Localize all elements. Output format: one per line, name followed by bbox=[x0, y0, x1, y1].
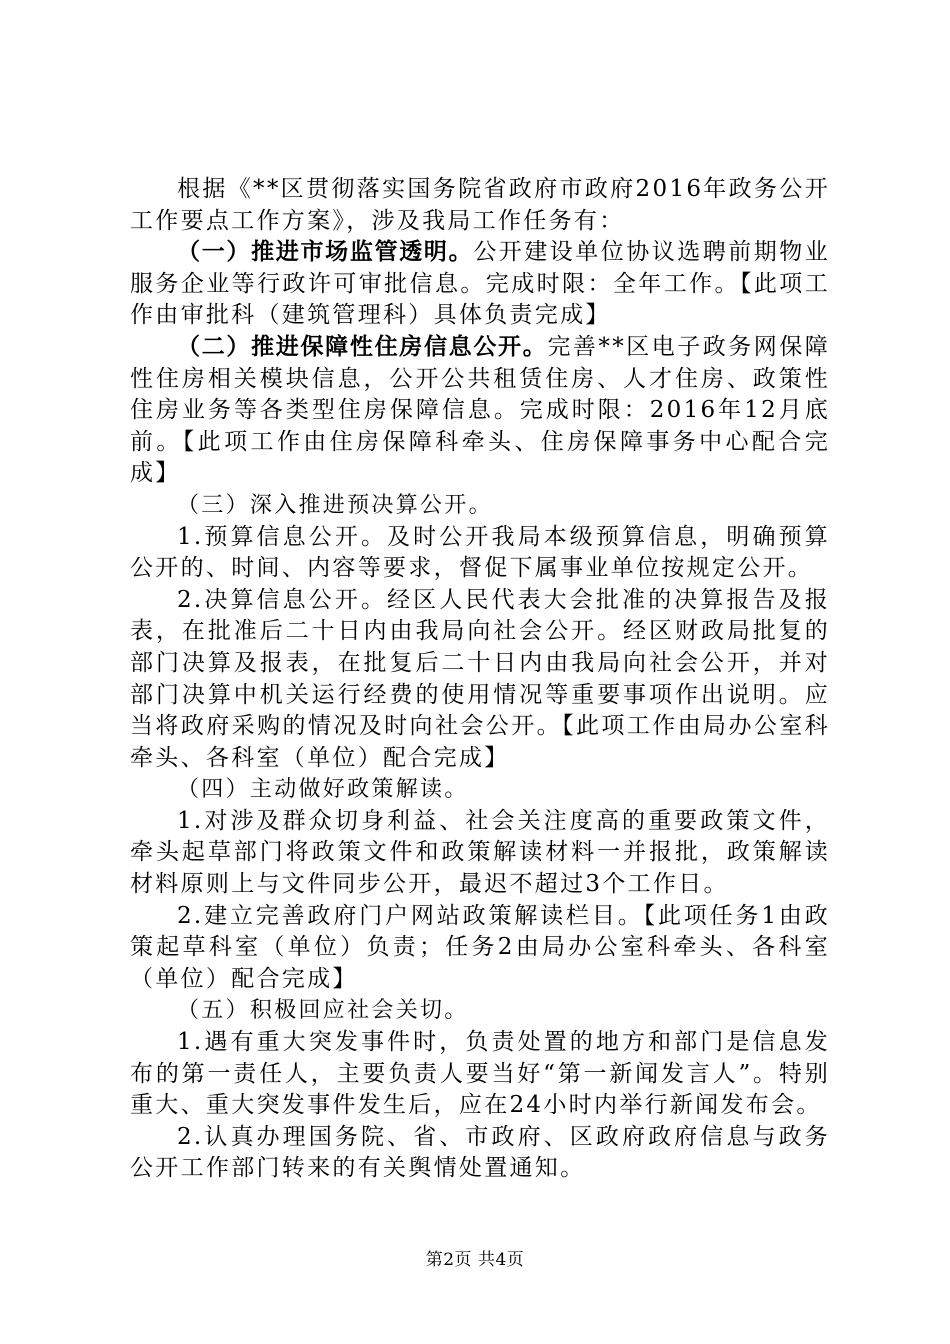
section-1-text: 公开建设单位协议选聘前期物业服务企业等行政许可审批信息。完成时限：全年工作。【此项工作由审批科（建筑管理科）具体负责完成】 bbox=[130, 239, 831, 329]
section-2-lead: （二）推进保障性住房信息公开。 bbox=[177, 333, 548, 360]
intro-paragraph: 根据《**区贯彻落实国务院省政府市政府2016年政务公开工作要点工作方案》，涉及我局工作任务有： bbox=[130, 176, 830, 234]
section-5-item-2: 2.认真办理国务院、省、市政府、区政府政府信息与政务公开工作部门转来的有关舆情处置通知。 bbox=[130, 1123, 830, 1182]
section-5-item-1: 1.遇有重大突发事件时，负责处置的地方和部门是信息发布的第一责任人，主要负责人要当好“第一新闻发言人”。特别重大、重大突发事件发生后，应在24小时内举行新闻发布会。 bbox=[130, 1029, 830, 1119]
section-5-heading: （五）积极回应社会关切。 bbox=[177, 998, 469, 1024]
section-3-item-1: 1.预算信息公开。及时公开我局本级预算信息，明确预算公开的、时间、内容等要求，督促下属事业单位按规定公开。 bbox=[130, 523, 830, 582]
page-footer: 第2页 共4页 bbox=[425, 1250, 525, 1270]
section-4-item-2: 2.建立完善政府门户网站政策解读栏目。【此项任务1由政策起草科室（单位）负责；任务2由局办公室科牵头、各科室（单位）配合完成】 bbox=[130, 902, 830, 992]
section-1-lead: （一）推进市场监管透明。 bbox=[177, 239, 474, 266]
section-4-heading: （四）主动做好政策解读。 bbox=[177, 777, 469, 803]
section-3-heading: （三）深入推进预决算公开。 bbox=[177, 492, 493, 518]
section-2-paragraph bbox=[130, 332, 830, 490]
section-1-paragraph bbox=[130, 237, 830, 332]
section-2-text: 完善**区电子政务网保障性住房相关模块信息，公开公共租赁住房、人才住房、政策性住房业务等各类型住房保障信息。完成时限：2016年12月底前。【此项工作由住房保障科牵头、住房保障事务中心配合完成】 bbox=[130, 333, 830, 487]
section-4-item-1: 1.对涉及群众切身利益、社会关注度高的重要政策文件，牵头起草部门将政策文件和政策解读材料一并报批，政策解读材料原则上与文件同步公开，最迟不超过3个工作日。 bbox=[130, 807, 830, 898]
section-3-item-2: 2.决算信息公开。经区人民代表大会批准的决算报告及报表，在批准后二十日内由我局向社会公开。经区财政局批复的部门决算及报表，在批复后二十日内由我局向社会公开，并对部门决算中机关运行经费的使用情况等重要事项作出说明。应当将政府采购的情况及时向社会公开。【此项工作由局办公室科牵头、各科室（单位）配合完成】 bbox=[130, 586, 830, 771]
document-body bbox=[130, 174, 830, 1185]
